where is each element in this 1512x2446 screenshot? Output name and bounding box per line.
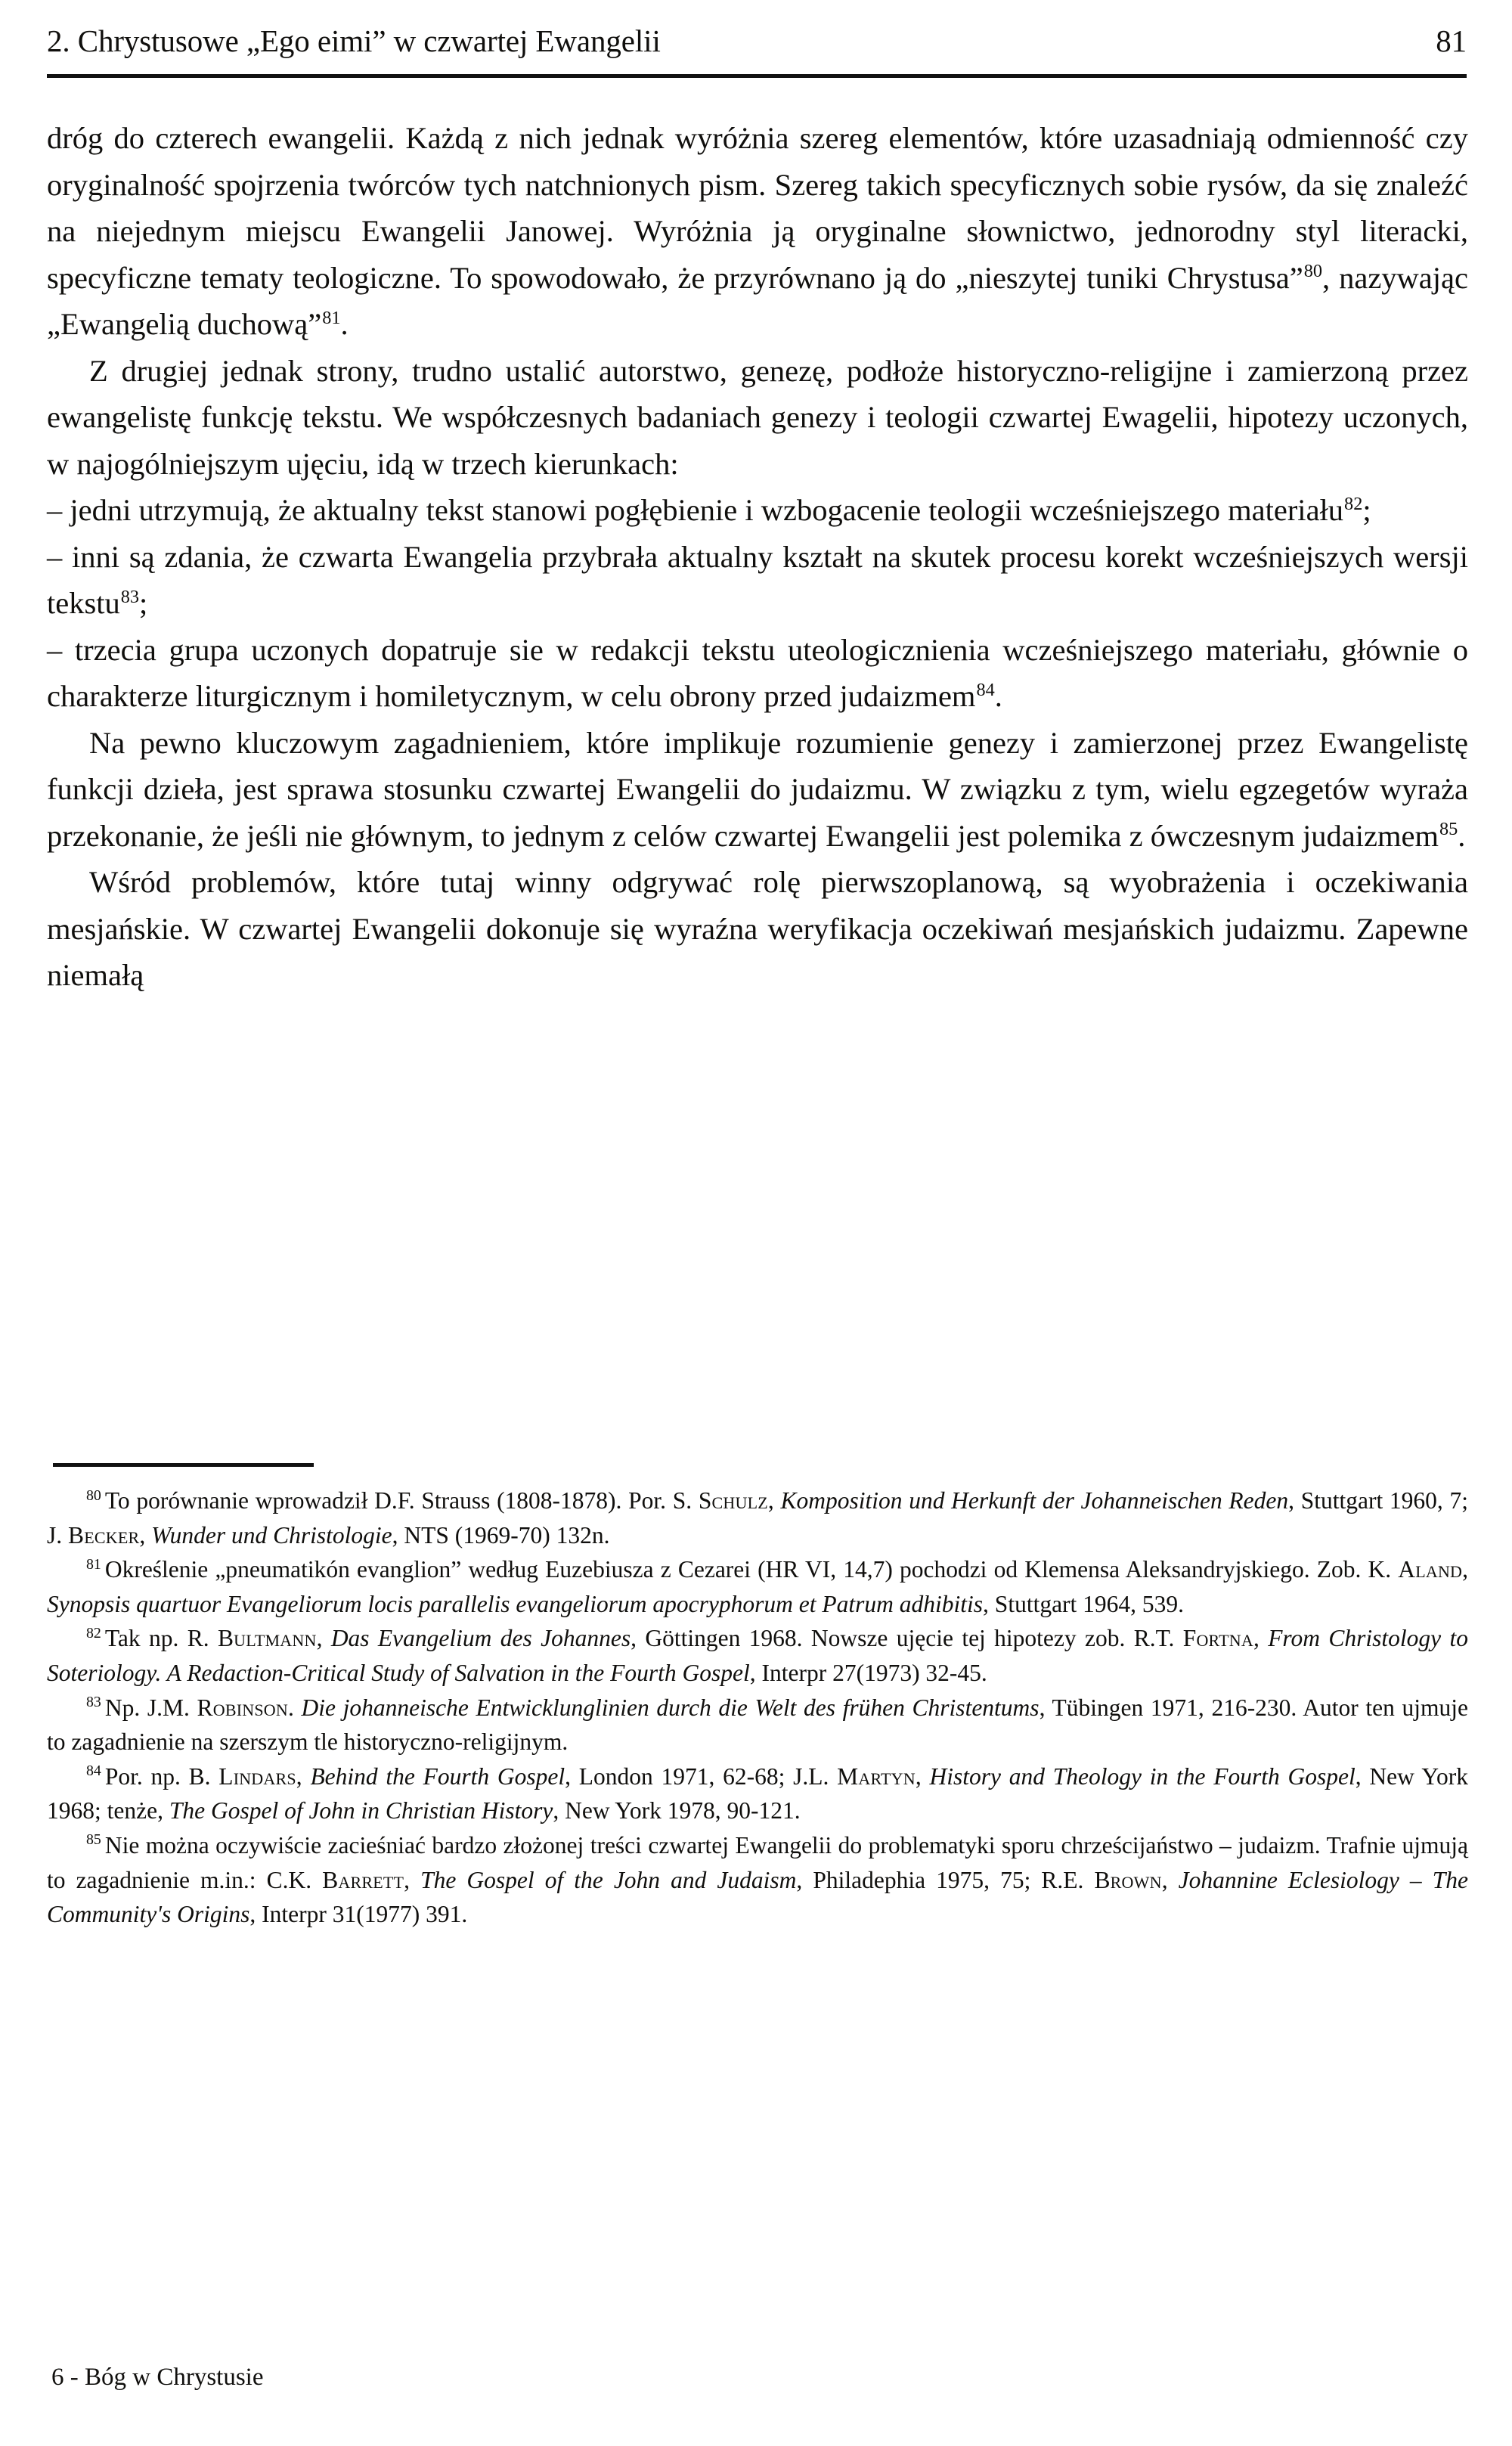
body-text-column <box>47 115 1468 999</box>
footnote-82: $^{82}$ Tak np. R. Bultmann, Das Evangelium des Johannes, Göttingen 1968. Nowsze ujęcie tej hipotezy zob. R.T. Fortna, From Christology to Soteriology. A Redaction-Critical Study of Salvation in the Fourth Gospel, Interpr 27(1973) 32-45. <box>47 1624 1469 1686</box>
running-head <box>47 23 1468 59</box>
footnote-number: 84 <box>86 1762 101 1780</box>
footnote-85: $^{85}$ Nie można oczywiście zacieśniać bardzo złożonej treści czwartej Ewangelii do problematyki sporu chrześcijaństwo – judaizm. Trafnie ujmują to zagadnienie m.in.: C.K. Barrett, The Gospel of the John and Judaism, Philadephia 1975, 75; R.E. Brown, Johannine Eclesiology – The Community's Origins, Interpr 31(1977) 391. <box>47 1831 1468 1928</box>
para-1: dróg do czterech ewangelii. Każdą z nich jednak wyróżnia szereg elementów, które uzasadniają odmienność czy oryginalność spojrzenia twórców tych natchnionych pism. Szereg takich specyficznych sobie rysów, da się znaleźć na niejednym miejscu Ewangelii Janowej. Wyróżnia ją oryginalne słownictwo, jednorodny styl literacki, specyficzne tematy teologiczne. To spowodowało, że przyrównano ją do „nieszytej tuniki Chrystusa”$^{80}$, nazywając „Ewangelią duchową”$^{81}$. <box>47 121 1468 341</box>
author-name: Lindars <box>218 1762 296 1790</box>
para-4: Wśród problemów, które tutaj winny odgrywać rolę pierwszoplanową, są wyobrażenia i oczekiwania mesjańskie. W czwartej Ewangelii dokonuje się wyraźna weryfikacja oczekiwań mesjańskich judaizmu. Zapewne niemałą <box>47 865 1468 992</box>
footnote-reference[interactable]: 81 <box>322 307 341 328</box>
author-name: Fortna <box>1182 1625 1253 1652</box>
author-name: Brown <box>1094 1866 1162 1893</box>
author-name: Martyn <box>837 1762 916 1790</box>
cited-title: Komposition und Herkunft der Johanneischen Reden <box>780 1487 1289 1514</box>
running-head-title: 2. Chrystusowe „Ego eimi” w czwartej Ewangelii <box>47 23 661 58</box>
cited-title: Das Evangelium des Johannes <box>330 1625 631 1652</box>
cited-title: The Gospel of John in Christian History <box>169 1797 553 1824</box>
footnote-83: $^{83}$ Np. J.M. Robinson. Die johanneische Entwicklunglinien durch die Welt des frühen Christentums, Tübingen 1971, 216-230. Autor ten ujmuje to zagadnienie na szerszym tle historyczno-religijnym. <box>47 1694 1469 1756</box>
footnote-reference[interactable]: 85 <box>1439 819 1458 839</box>
footnote-number: 80 <box>86 1487 101 1504</box>
page-footer: 6 - Bóg w Chrystusie <box>51 2364 264 2391</box>
footnote-separator <box>53 1463 314 1467</box>
cited-title: From Christology to Soteriology. A Redaction-Critical Study of Salvation in the Fourth Gospel <box>47 1625 1469 1686</box>
footnote-number: 81 <box>86 1555 101 1573</box>
cited-title: Die johanneische Entwicklunglinien durch die Welt des frühen Christentums <box>301 1694 1040 1721</box>
author-name: Bultmann <box>217 1625 317 1652</box>
author-name: Schulz <box>698 1487 768 1514</box>
author-name: Barrett <box>322 1866 404 1893</box>
cited-title: Wunder und Christologie <box>151 1521 392 1549</box>
footnote-number: 82 <box>86 1624 101 1642</box>
list-item-1: – jedni utrzymują, że aktualny tekst stanowi pogłębienie i wzbogacenie teologii wcześniejszego materiału$^{82}$; <box>47 493 1371 527</box>
footnote-reference[interactable]: 84 <box>976 679 995 700</box>
cited-title: Johannine Eclesiology – The Community's Origins <box>47 1866 1468 1928</box>
list-item-2: – inni są zdania, że czwarta Ewangelia przybrała aktualny kształt na skutek procesu korekt wcześniejszych wersji tekstu$^{83}$; <box>47 539 1468 620</box>
footnote-reference[interactable]: 80 <box>1303 261 1323 281</box>
footnote-number: 85 <box>86 1831 101 1849</box>
footnotes-block <box>47 1483 1468 1932</box>
para-3: Na pewno kluczowym zagadnieniem, które implikuje rozumienie genezy i zamierzonej przez Ewangelistę funkcji dzieła, jest sprawa stosunku czwartej Ewangelii do judaizmu. W związku z tym, wielu egzegetów wyraża przekonanie, że jeśli nie głównym, to jednym z celów czwartej Ewangelii jest polemika z ówczesnym judaizmem$^{85}$. <box>47 725 1468 853</box>
author-name: Aland <box>1398 1556 1463 1583</box>
footnote-reference[interactable]: 83 <box>120 586 140 607</box>
cited-title: Behind the Fourth Gospel <box>310 1762 565 1790</box>
author-name: Becker <box>68 1521 140 1549</box>
footnote-81: $^{81}$ Określenie „pneumatikón evanglion” według Euzebiusza z Cezarei (HR VI, 14,7) pochodzi od Klemensa Aleksandryjskiego. Zob. K. Aland, Synopsis quartuor Evangeliorum locis parallelis evangeliorum apocryphorum et Patrum adhibitis, Stuttgart 1964, 539. <box>47 1555 1468 1617</box>
cited-title: The Gospel of the John and Judaism <box>420 1866 797 1893</box>
header-divider <box>47 74 1467 78</box>
footnote-80: $^{80}$ To porównanie wprowadził D.F. Strauss (1808-1878). Por. S. Schulz, Komposition und Herkunft der Johanneischen Reden, Stuttgart 1960, 7; J. Becker, Wunder und Christologie, NTS (1969-70) 132n. <box>47 1487 1469 1549</box>
page-number: 81 <box>1436 23 1467 58</box>
footnote-number: 83 <box>86 1694 101 1711</box>
cited-title: History and Theology in the Fourth Gospel <box>929 1762 1356 1790</box>
footnote-84: $^{84}$ Por. np. B. Lindars, Behind the Fourth Gospel, London 1971, 62-68; J.L. Martyn, History and Theology in the Fourth Gospel, New York 1968; tenże, The Gospel of John in Christian History, New York 1978, 90-121. <box>47 1762 1469 1824</box>
footnote-reference[interactable]: 82 <box>1344 493 1363 514</box>
cited-title: Synopsis quartuor Evangeliorum locis parallelis evangeliorum apocryphorum et Patrum adhibitis <box>47 1590 984 1617</box>
para-2: Z drugiej jednak strony, trudno ustalić autorstwo, genezę, podłoże historyczno-religijne i zamierzoną przez ewangelistę funkcję tekstu. We współczesnych badaniach genezy i teologii czwartej Ewagelii, hipotezy uczonych, w najogólniejszym ujęciu, idą w trzech kierunkach: <box>47 353 1468 481</box>
author-name: Robinson <box>197 1694 288 1721</box>
list-item-3: – trzecia grupa uczonych dopatruje sie w redakcji tekstu uteologicznienia wcześniejszego materiału, głównie o charakterze liturgicznym i homiletycznym, w celu obrony przed judaizmem$^{84}$. <box>47 632 1468 713</box>
